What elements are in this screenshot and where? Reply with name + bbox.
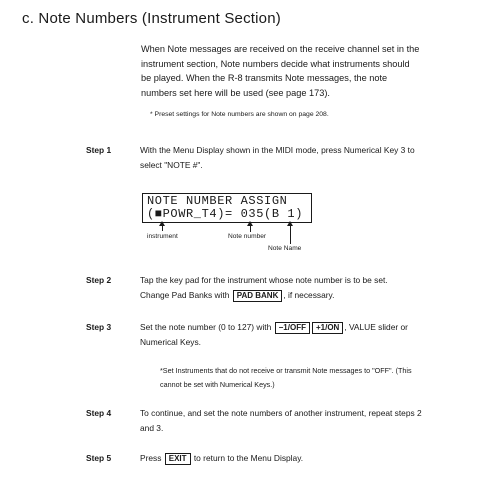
step-3-label: Step 3 xyxy=(86,322,112,332)
instrument-arrow xyxy=(162,222,163,231)
step-1-label: Step 1 xyxy=(86,145,112,155)
exit-key: EXIT xyxy=(165,453,191,465)
step-4-line: and 3. xyxy=(140,423,164,433)
step-2-pre: Change Pad Banks with xyxy=(140,290,232,300)
step-2-line: Tap the key pad for the instrument whose note number is to be set. xyxy=(140,275,388,285)
step-4-text xyxy=(140,406,470,436)
step-3-line xyxy=(140,320,470,335)
minus-one-off-key: −1/OFF xyxy=(275,322,310,334)
step-2-text xyxy=(140,273,470,303)
step-1-text xyxy=(140,143,470,173)
lcd-line-1: NOTE NUMBER ASSIGN xyxy=(147,194,288,208)
step-3-text xyxy=(140,320,470,350)
step-3-line: Numerical Keys. xyxy=(140,337,201,347)
step-5-line xyxy=(140,451,470,466)
note-number-arrow xyxy=(250,222,251,232)
step-4-line: To continue, and set the note numbers of another instrument, repeat steps 2 xyxy=(140,408,422,418)
step-5-label: Step 5 xyxy=(86,453,112,463)
section-title: c. Note Numbers (Instrument Section) xyxy=(22,10,281,27)
intro-line: be played. When the R-8 transmits Note messages, the note xyxy=(141,73,388,83)
intro-paragraph xyxy=(141,42,469,100)
step-1-line: With the Menu Display shown in the MIDI mode, press Numerical Key 3 to xyxy=(140,145,415,155)
intro-line: numbers set here will be used (see page 173). xyxy=(141,87,330,98)
step-3-note-line: cannot be set with Numerical Keys.) xyxy=(160,380,275,389)
step-3-note xyxy=(160,364,460,392)
step-1-line: select "NOTE #". xyxy=(140,160,203,170)
note-number-label: Note number xyxy=(228,233,267,240)
preset-note: * Preset settings for Note numbers are shown on page 208. xyxy=(150,111,329,118)
step-5-text xyxy=(140,451,470,466)
plus-one-on-key: +1/ON xyxy=(312,322,343,334)
step-3-post: , VALUE slider or xyxy=(344,322,408,332)
step-3-note-line: *Set Instruments that do not receive or transmit Note messages to "OFF". (This xyxy=(160,366,412,375)
step-2-label: Step 2 xyxy=(86,275,112,285)
step-3-pre: Set the note number (0 to 127) with xyxy=(140,322,274,332)
instrument-label: instrument xyxy=(147,233,178,240)
step-2-line xyxy=(140,288,470,303)
step-2-post: , if necessary. xyxy=(283,290,335,300)
step-5-pre: Press xyxy=(140,453,164,463)
note-name-arrow xyxy=(290,222,291,244)
pad-bank-key: PAD BANK xyxy=(233,290,283,302)
step-4-label: Step 4 xyxy=(86,408,112,418)
step-5-post: to return to the Menu Display. xyxy=(191,453,304,463)
note-name-label: Note Name xyxy=(268,245,302,252)
lcd-display xyxy=(142,193,312,223)
lcd-line-2: (■POWR_T4)= 035(B 1) xyxy=(147,206,304,221)
intro-line: instrument section, Note numbers decide what instruments should xyxy=(141,58,410,69)
intro-line: When Note messages are received on the receive channel set in the xyxy=(141,44,420,54)
